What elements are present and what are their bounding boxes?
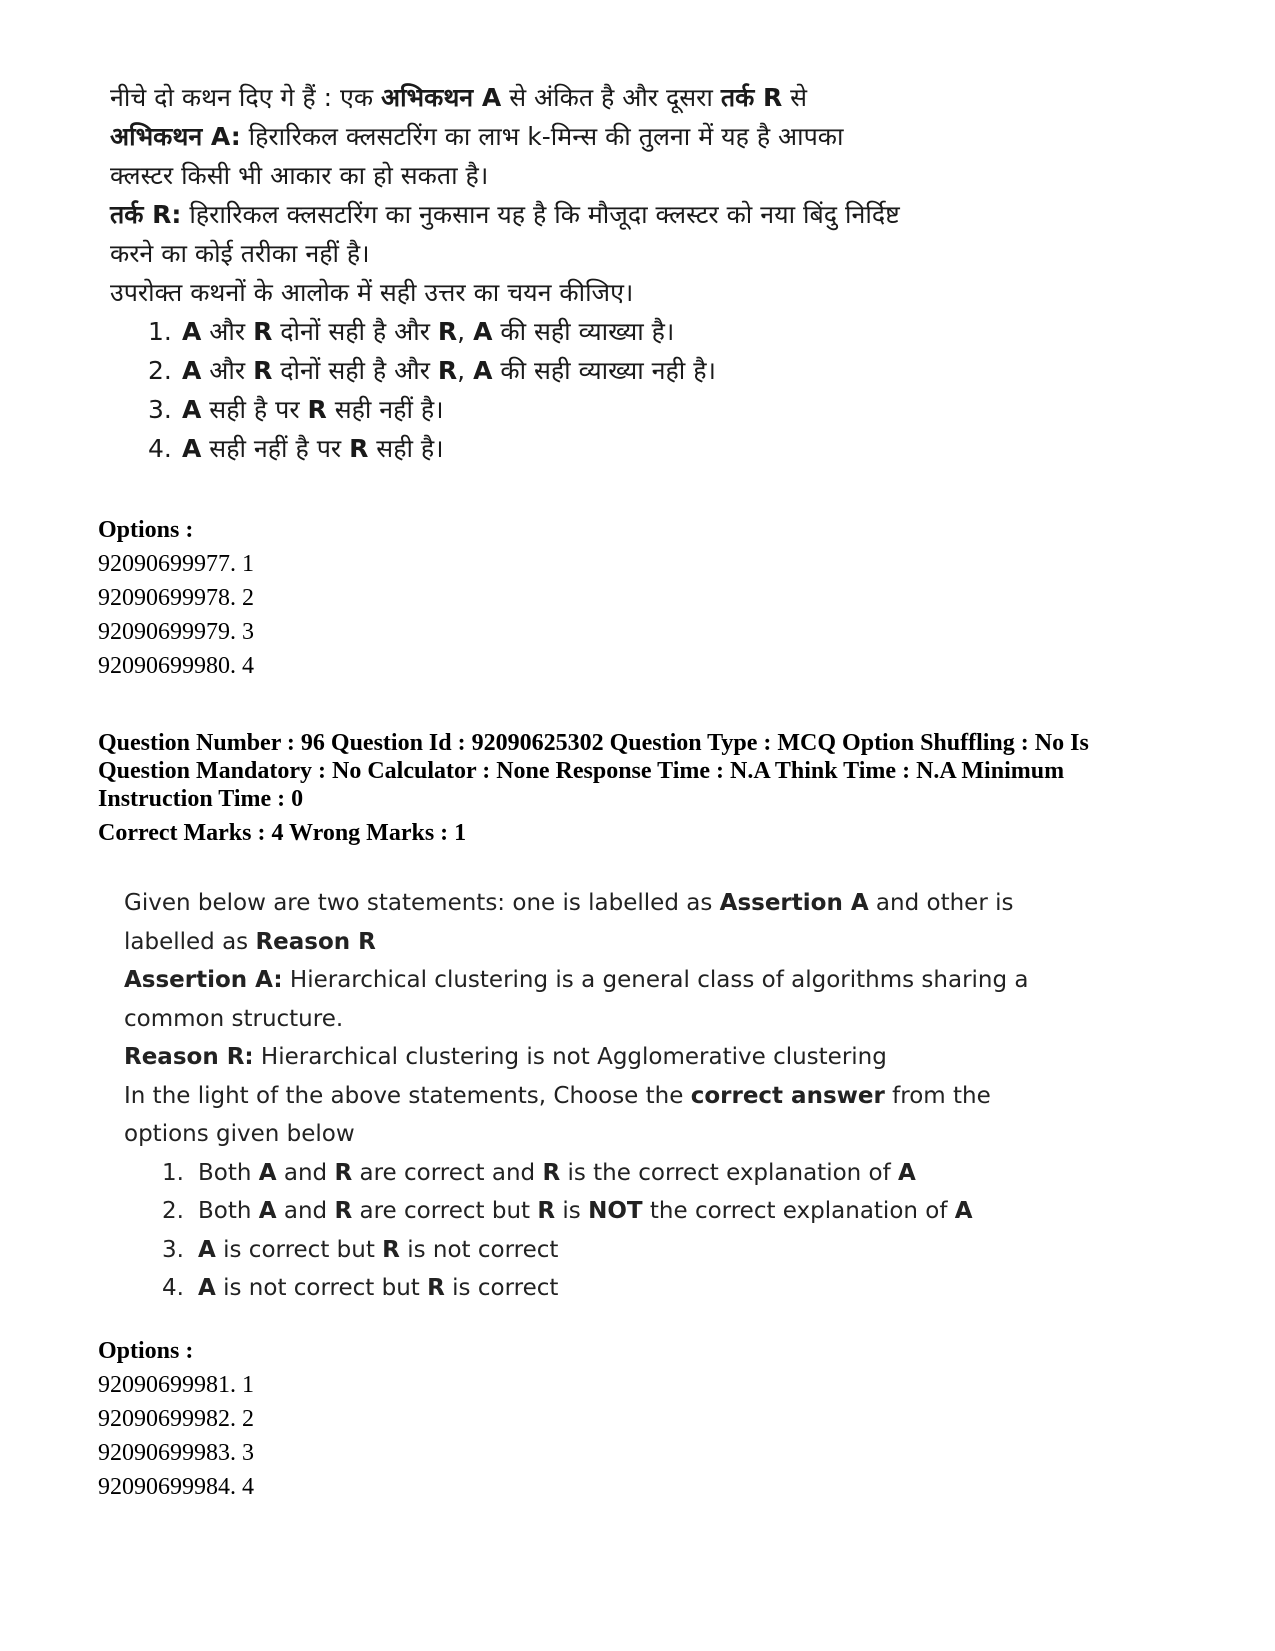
bold-text: A: [258, 1198, 277, 1224]
hindi-choice-3: [148, 390, 1010, 429]
bold-text: R: [253, 356, 273, 385]
bold-text: R: [382, 1236, 400, 1263]
option-item: 92090699984. 4: [98, 1474, 254, 1500]
bold-text: A: [182, 434, 202, 463]
text: दोनों सही है और: [272, 317, 438, 346]
english-assertion-line: [124, 961, 1044, 1000]
text: सही है।: [368, 434, 444, 463]
hindi-question-image: [110, 78, 1010, 468]
text: सही है पर: [201, 395, 308, 424]
option-item: 92090699981. 1: [98, 1372, 254, 1398]
bold-text: R: [307, 395, 327, 424]
hindi-intro-line: [110, 78, 1010, 117]
text: और: [201, 317, 254, 346]
english-intro-line: [124, 884, 1044, 923]
text: is correct: [444, 1275, 559, 1301]
metadata-line: Instruction Time : 0: [98, 786, 304, 812]
choice-number: 4.: [148, 434, 172, 463]
text: से अंकित है और दूसरा: [501, 83, 721, 112]
hindi-choice-1: [148, 312, 1010, 351]
text: सही नहीं है पर: [201, 434, 350, 463]
bold-text: A: [182, 356, 202, 385]
options-header: Options :: [98, 1338, 194, 1364]
text: are correct and: [352, 1159, 543, 1186]
bold-text: NOT: [588, 1198, 643, 1224]
english-choice-2: [162, 1192, 1044, 1231]
bold-text: Reason R:: [124, 1044, 254, 1070]
english-choice-3: [162, 1231, 1044, 1270]
text: In the light of the above statements, Choose the: [124, 1082, 691, 1109]
hindi-choice-list: [110, 312, 1010, 468]
bold-text: R: [542, 1159, 561, 1186]
text: from the: [884, 1082, 991, 1109]
english-question-image: [124, 884, 1044, 1308]
bold-text: correct answer: [690, 1082, 885, 1109]
english-choice-4: [162, 1269, 1044, 1308]
bold-text: अभिकथन A: [380, 83, 502, 112]
bold-text: A: [182, 395, 202, 424]
option-item: 92090699980. 4: [98, 653, 254, 679]
text: are correct but: [352, 1198, 538, 1224]
choice-number: 4.: [162, 1275, 184, 1301]
hindi-assertion-cont: क्लस्टर किसी भी आकार का हो सकता है।: [110, 161, 489, 190]
text: हिरारिकल क्लसटरिंग का लाभ k-मिन्स की तुलना में यह है आपका: [240, 122, 844, 151]
english-assertion-cont: common structure.: [124, 1005, 344, 1032]
text: दोनों सही है और: [272, 356, 438, 385]
hindi-choice-2: [148, 351, 1010, 390]
english-choice-list: [124, 1154, 1044, 1308]
english-instruction-line: [124, 1077, 1044, 1116]
option-item: 92090699982. 2: [98, 1406, 254, 1432]
option-item: 92090699979. 3: [98, 619, 254, 645]
english-instruction-cont: options given below: [124, 1121, 355, 1147]
text: and other is: [868, 890, 1014, 916]
choice-number: 2.: [148, 356, 172, 385]
options-block-2: [98, 1334, 698, 1504]
text: and: [276, 1159, 335, 1186]
question-metadata: [98, 729, 1178, 847]
text: Hierarchical clustering is not Agglomerative clustering: [253, 1044, 887, 1070]
bold-text: R: [334, 1159, 353, 1186]
text: नीचे दो कथन दिए गे हैं : एक: [110, 83, 381, 112]
options-block-1: [98, 513, 698, 683]
bold-text: A: [182, 317, 202, 346]
bold-text: R: [537, 1198, 556, 1224]
hindi-reason-line: [110, 195, 1010, 234]
hindi-assertion-line: [110, 117, 1010, 156]
bold-text: R: [427, 1275, 445, 1301]
marks-line: Correct Marks : 4 Wrong Marks : 1: [98, 820, 467, 846]
text: and: [276, 1198, 335, 1224]
text: Both: [198, 1198, 259, 1224]
bold-text: Assertion A: [719, 890, 869, 916]
text: Hierarchical clustering is a general class of algorithms sharing a: [282, 967, 1029, 993]
bold-text: A: [898, 1159, 916, 1186]
text: is the correct explanation of: [560, 1159, 899, 1186]
text: the correct explanation of: [642, 1198, 955, 1224]
text: और: [201, 356, 254, 385]
text: से: [782, 83, 808, 112]
bold-text: अभिकथन A:: [110, 122, 241, 151]
text: Both: [198, 1159, 259, 1186]
bold-text: तर्क R: [720, 83, 783, 112]
bold-text: A: [198, 1236, 216, 1263]
bold-text: A: [473, 356, 493, 385]
bold-text: R: [253, 317, 273, 346]
hindi-choice-4: [148, 429, 1010, 468]
bold-text: A: [258, 1159, 277, 1186]
metadata-line: Question Number : 96 Question Id : 92090625302 Question Type : MCQ Option Shuffling : No Is: [98, 730, 1089, 756]
bold-text: Reason R: [255, 928, 376, 955]
english-intro-cont: [124, 923, 1044, 962]
text: is not correct but: [215, 1275, 428, 1301]
text: is: [555, 1198, 589, 1224]
hindi-reason-cont: करने का कोई तरीका नहीं है।: [110, 239, 370, 268]
bold-text: तर्क R:: [110, 200, 182, 229]
text: की सही व्याख्या है।: [492, 317, 675, 346]
option-item: 92090699978. 2: [98, 585, 254, 611]
english-reason-line: [124, 1038, 1044, 1077]
text: is correct but: [215, 1236, 383, 1263]
bold-text: R: [437, 356, 458, 385]
choice-number: 1.: [162, 1159, 184, 1186]
bold-text: R: [349, 434, 369, 463]
metadata-line: Question Mandatory : No Calculator : None Response Time : N.A Think Time : N.A Minimum: [98, 758, 1065, 784]
text: सही नहीं है।: [326, 395, 444, 424]
hindi-instruction: उपरोक्त कथनों के आलोक में सही उत्तर का चयन कीजिए।: [110, 278, 634, 307]
text: की सही व्याख्या नही है।: [492, 356, 716, 385]
text: Given below are two statements: one is labelled as: [124, 890, 720, 916]
text: labelled as: [124, 928, 256, 955]
text: ,: [457, 317, 474, 346]
choice-number: 3.: [148, 395, 172, 424]
option-item: 92090699977. 1: [98, 551, 254, 577]
bold-text: R: [334, 1198, 353, 1224]
options-header: Options :: [98, 517, 194, 543]
text: हिरारिकल क्लसटरिंग का नुकसान यह है कि मौजूदा क्लस्टर को नया बिंदु निर्दिष्ट: [181, 200, 900, 229]
bold-text: Assertion A:: [124, 967, 283, 993]
text: is not correct: [399, 1236, 559, 1263]
choice-number: 3.: [162, 1236, 184, 1263]
bold-text: A: [198, 1275, 216, 1301]
text: ,: [457, 356, 474, 385]
choice-number: 2.: [162, 1198, 184, 1224]
option-item: 92090699983. 3: [98, 1440, 254, 1466]
bold-text: A: [473, 317, 493, 346]
bold-text: A: [954, 1198, 973, 1224]
choice-number: 1.: [148, 317, 172, 346]
bold-text: R: [437, 317, 458, 346]
english-choice-1: [162, 1154, 1044, 1193]
